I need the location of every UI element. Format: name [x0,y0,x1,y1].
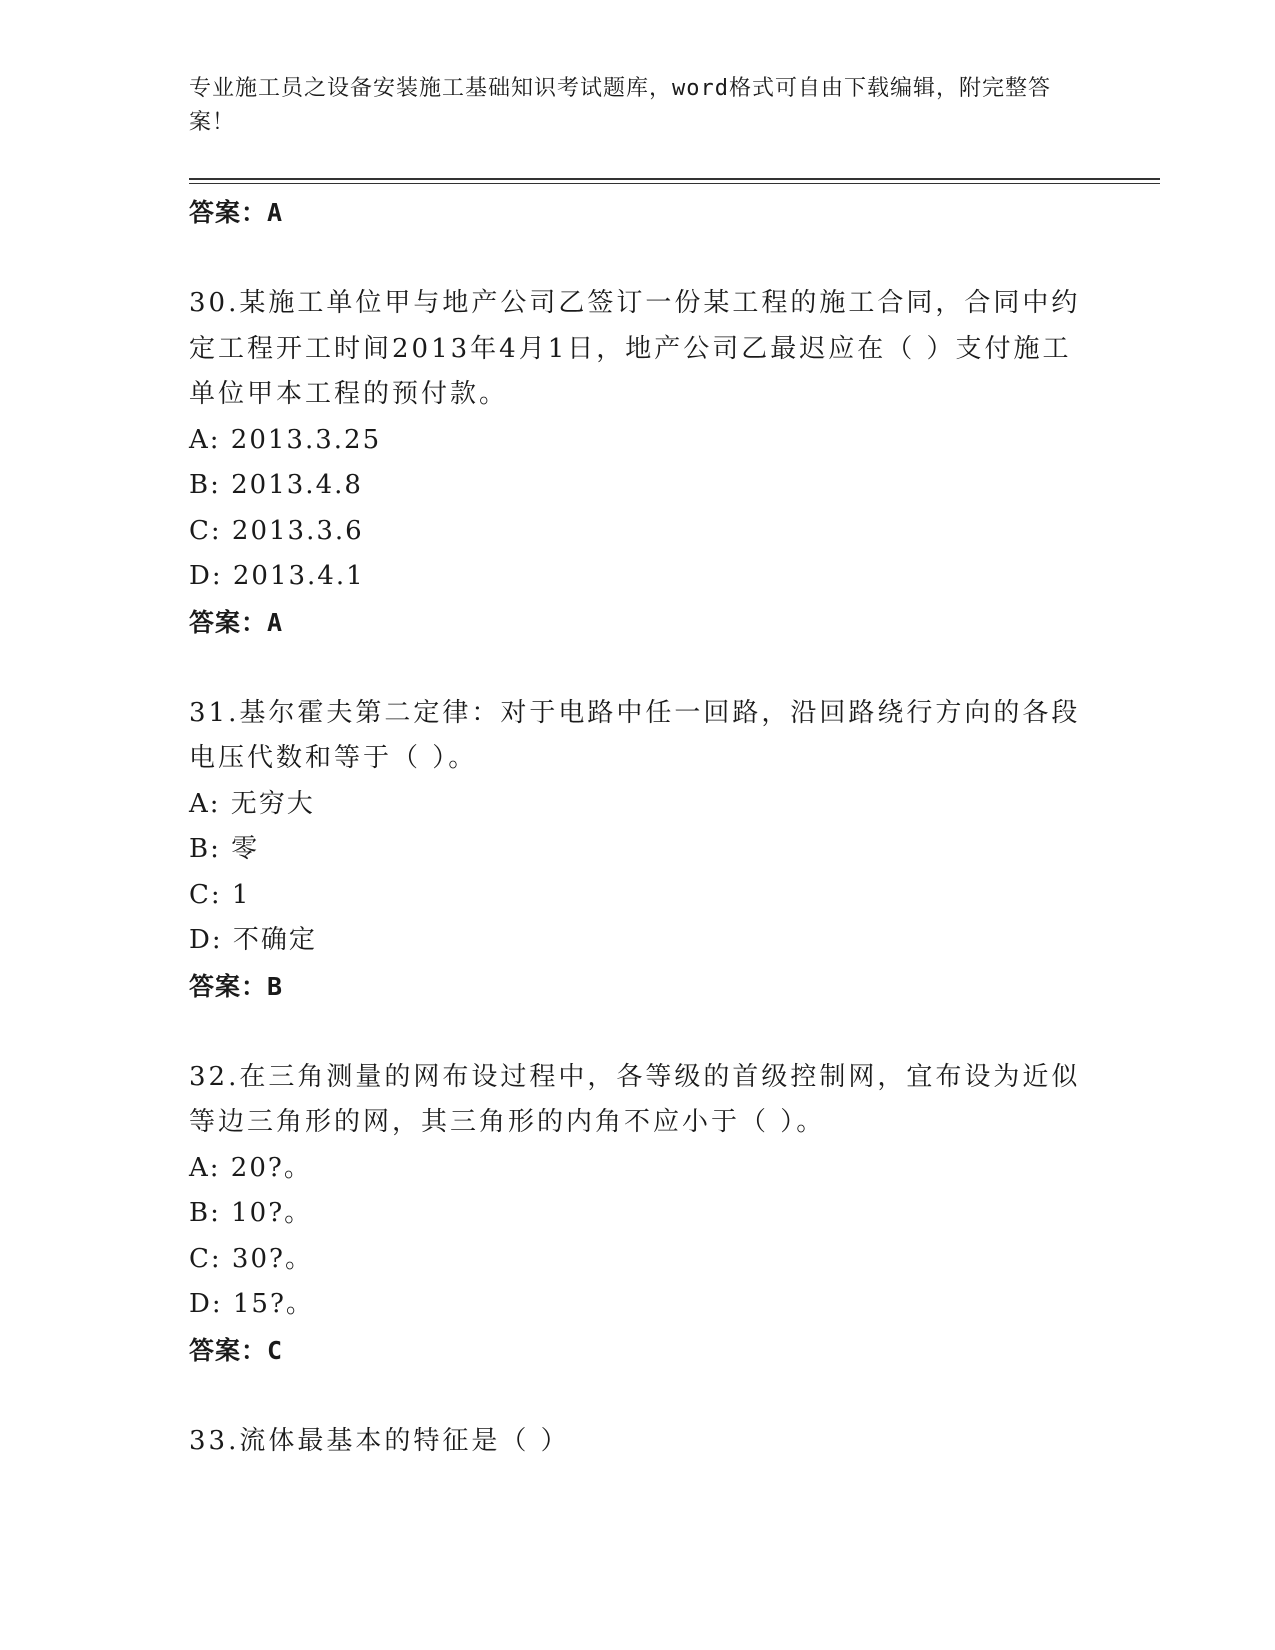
spacer [189,646,1089,691]
question-item [189,1055,1089,1374]
spacer [189,1374,1089,1419]
question-item [189,281,1089,646]
header-divider [189,178,1160,180]
option-c: C: 30?。 [189,1243,313,1274]
option-c: C: 1 [189,879,251,910]
question-text: 32.在三角测量的网布设过程中，各等级的首级控制网，宜布设为近似等边三角形的网，其三角形的内角不应小于（ ）。 [189,1061,1081,1137]
option-a: A: 20?。 [189,1152,312,1183]
question-item [189,691,1089,1010]
header-divider-thin [189,183,1160,184]
question-text: 31.基尔霍夫第二定律：对于电路中任一回路，沿回路绕行方向的各段电压代数和等于（ ）。 [189,697,1081,773]
answer-line: 答案：A [189,607,284,637]
answer-line: 答案：A [189,198,284,227]
option-b: B: 2013.4.8 [189,470,363,500]
question-list [189,190,1089,1464]
question-text: 30.某施工单位甲与地产公司乙签订一份某工程的施工合同，合同中约定工程开工时间2013年4月1日，地产公司乙最迟应在（ ）支付施工单位甲本工程的预付款。 [189,288,1081,409]
spacer [189,236,1089,281]
option-b: B: 零 [189,834,260,864]
option-c: C: 2013.3.6 [189,515,364,546]
answer-line: 答案：B [189,971,284,1001]
answer-line: 答案：C [189,1335,284,1365]
question-item [189,1419,1089,1465]
option-b: B: 10?。 [189,1198,313,1228]
page-header: 专业施工员之设备安装施工基础知识考试题库，word格式可自由下载编辑，附完整答案！ [189,76,1051,135]
option-a: A: 无穷大 [189,788,315,819]
question-text: 33.流体最基本的特征是（ ） [189,1425,570,1456]
spacer [189,1010,1089,1055]
option-a: A: 2013.3.25 [189,424,382,455]
option-d: D: 不确定 [189,925,317,955]
option-d: D: 2013.4.1 [189,561,365,591]
option-d: D: 15?。 [189,1289,314,1319]
